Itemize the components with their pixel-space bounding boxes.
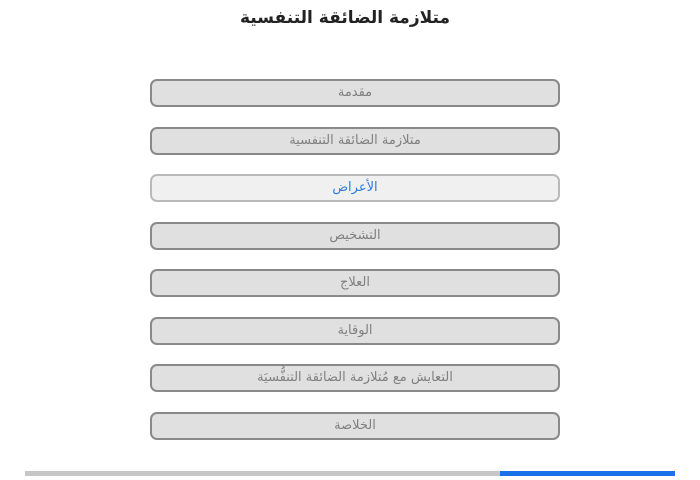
section-menu	[150, 79, 560, 459]
page-title: متلازمة الضائقة التنفسية	[240, 8, 450, 28]
progress-bar	[25, 471, 675, 476]
menu-item-prevention[interactable]: الوقاية	[150, 317, 560, 345]
menu-item-introduction[interactable]: مقدمة	[150, 79, 560, 107]
menu-item-living-with[interactable]: التعايش مع مُتلازمة الضائقة التنفُّسيَة	[150, 364, 560, 392]
menu-item-treatment[interactable]: العلاج	[150, 269, 560, 297]
menu-item-diagnosis[interactable]: التشخيص	[150, 222, 560, 250]
progress-bar-fill	[500, 471, 676, 476]
menu-item-conclusion[interactable]: الخلاصة	[150, 412, 560, 440]
menu-item-syndrome[interactable]: متلازمة الضائقة التنفسية	[150, 127, 560, 155]
menu-item-symptoms[interactable]: الأعراض	[150, 174, 560, 202]
